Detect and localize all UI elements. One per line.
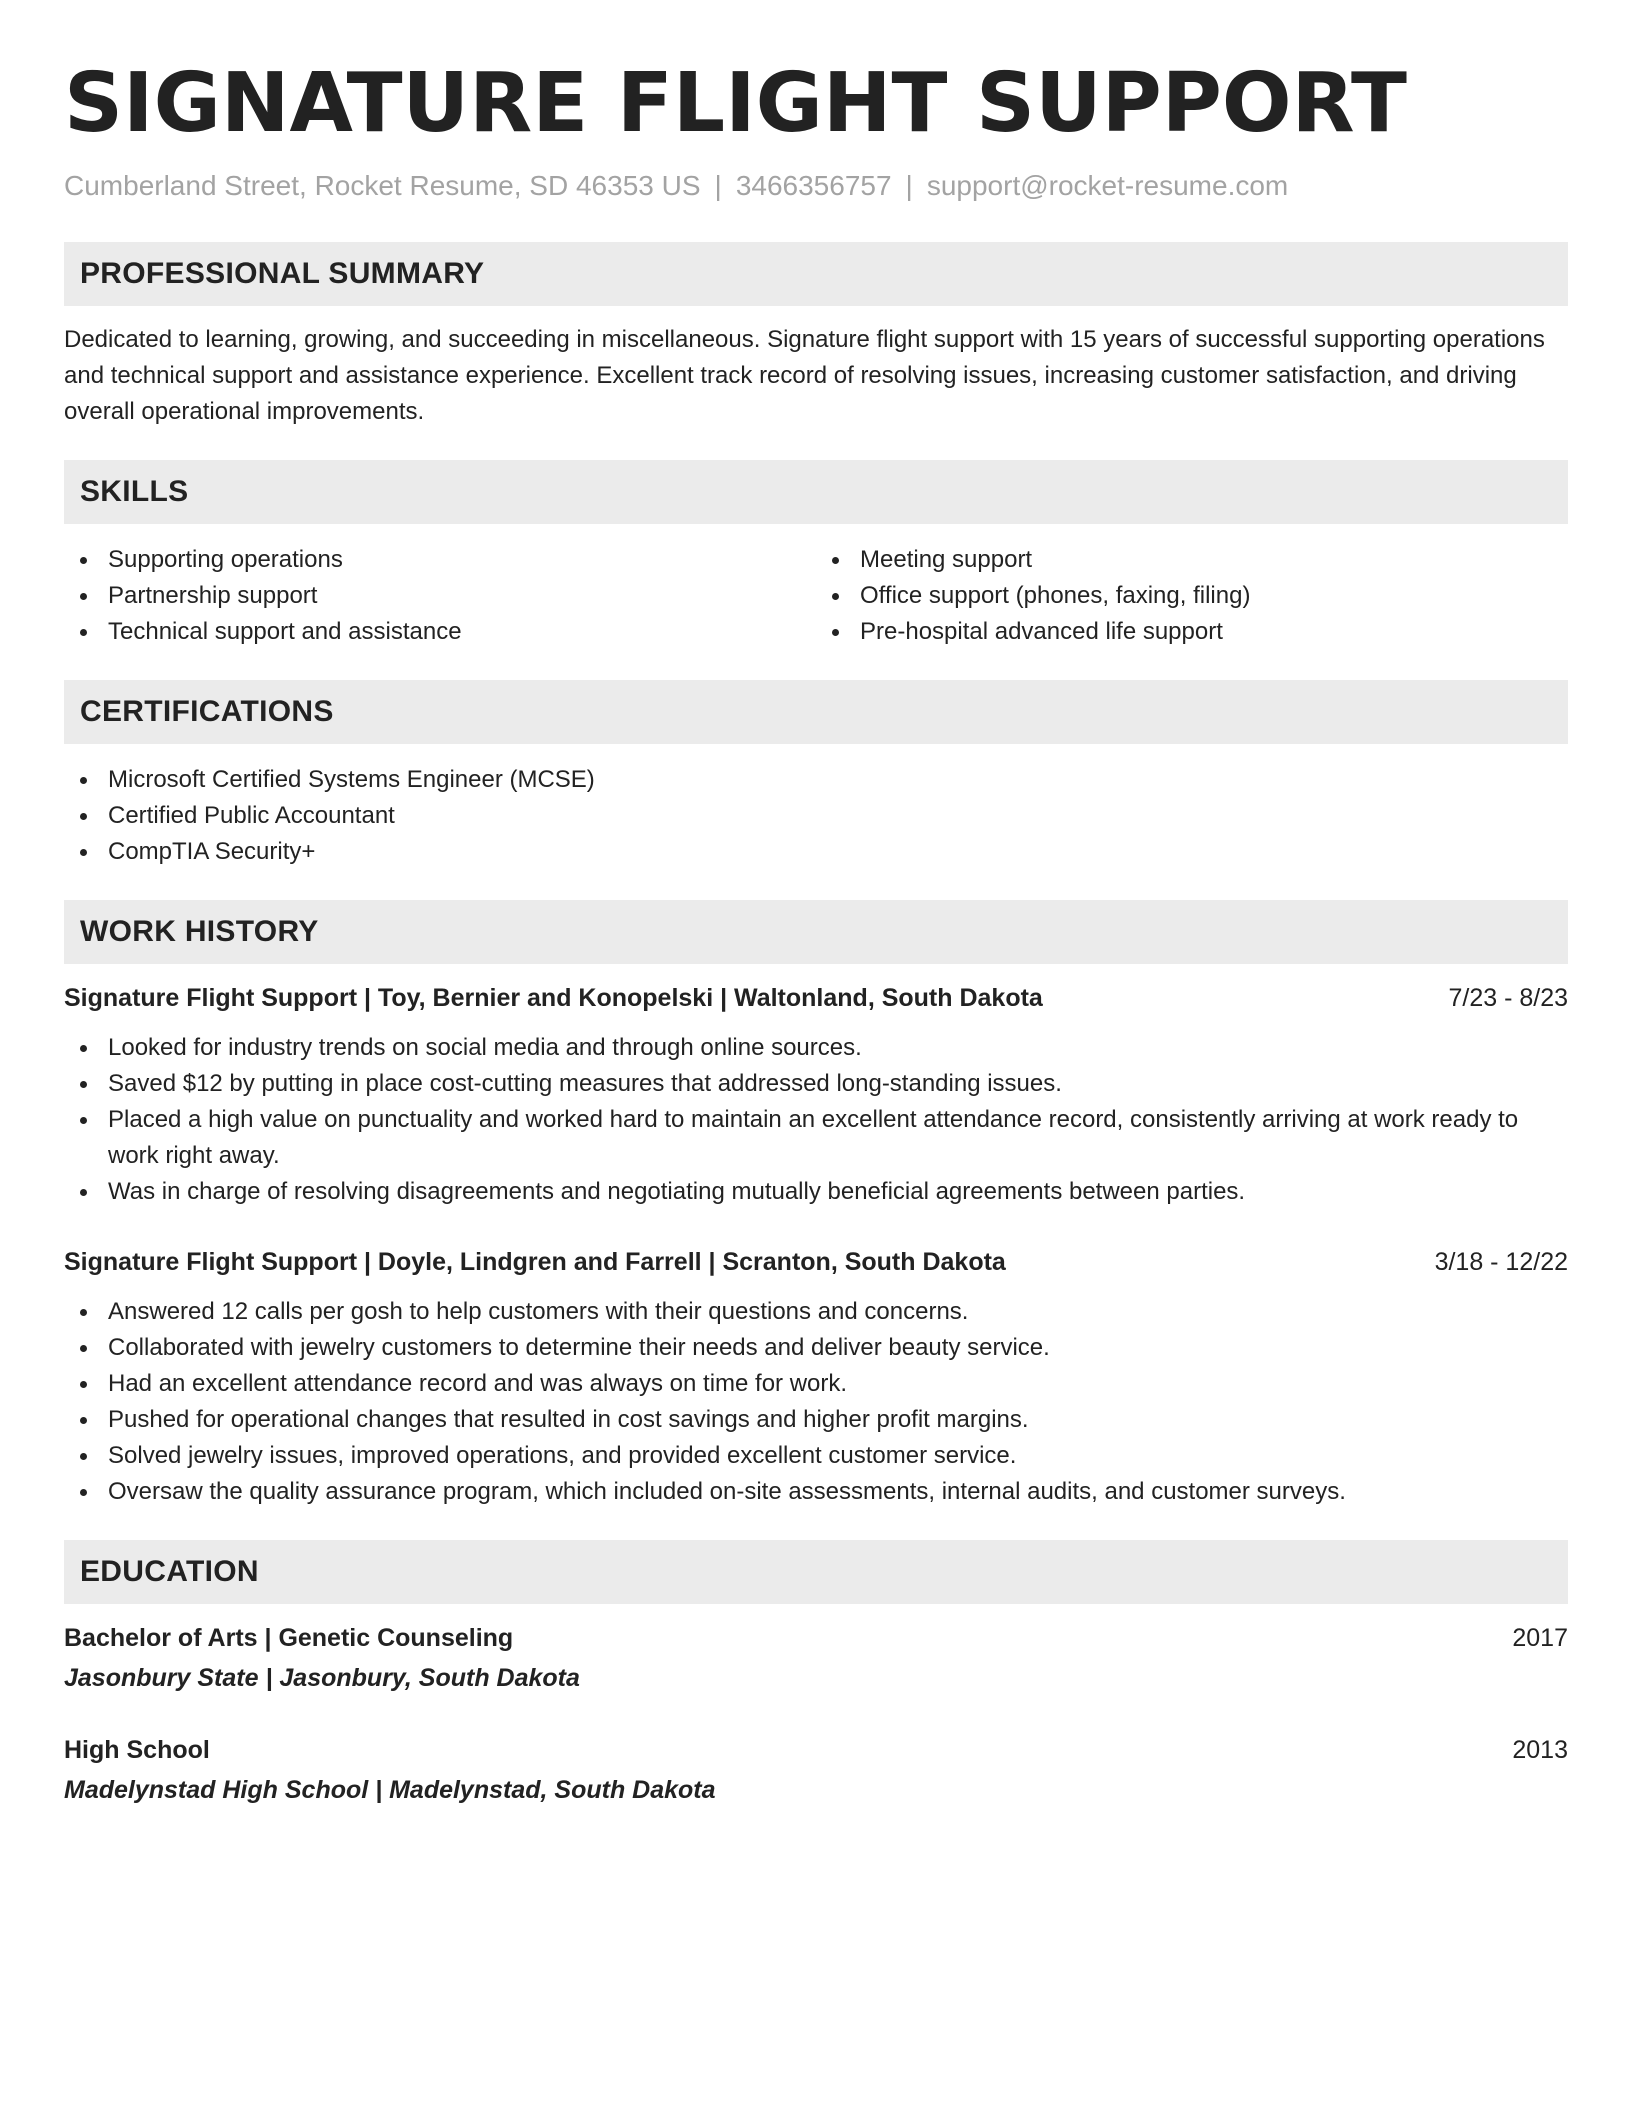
section-title: CERTIFICATIONS [80,695,334,728]
school-name: Jasonbury State | Jasonbury, South Dakota [64,1664,580,1692]
job-bullet: Had an excellent attendance record and was always on time for work. [64,1366,1568,1402]
graduation-year: 2013 [1512,1736,1568,1764]
degree-title: High School [64,1736,210,1764]
school-name: Madelynstad High School | Madelynstad, South Dakota [64,1776,716,1804]
skills-section-header [64,460,1568,524]
job-dates: 7/23 - 8/23 [1448,984,1568,1012]
job-bullet: Looked for industry trends on social media and through online sources. [64,1030,1568,1066]
job-bullets [64,1030,1568,1210]
work-history-section-header [64,900,1568,964]
education-header [64,1732,1568,1768]
certification-item: CompTIA Security+ [64,834,1568,870]
job-bullet: Placed a high value on punctuality and worked hard to maintain an excellent attendance record, consistently arriving at work ready to work right away. [64,1102,1568,1174]
job-bullet: Saved $12 by putting in place cost-cutting measures that addressed long-standing issues. [64,1066,1568,1102]
skill-item: Office support (phones, faxing, filing) [816,578,1568,614]
contact-phone: 3466356757 [735,170,892,201]
education-section-header [64,1540,1568,1604]
skills-column-right [816,542,1568,650]
contact-address: Cumberland Street, Rocket Resume, SD 46353 US [64,170,701,201]
skill-item: Technical support and assistance [64,614,816,650]
section-title: PROFESSIONAL SUMMARY [80,257,485,290]
job-dates: 3/18 - 12/22 [1434,1248,1568,1276]
certifications-list [64,762,1568,870]
skill-item: Meeting support [816,542,1568,578]
job-title: Signature Flight Support | Toy, Bernier and Konopelski | Waltonland, South Dakota [64,984,1043,1012]
certification-item: Microsoft Certified Systems Engineer (MCSE) [64,762,1568,798]
section-title: WORK HISTORY [80,915,319,948]
job-bullet: Pushed for operational changes that resulted in cost savings and higher profit margins. [64,1402,1568,1438]
contact-line [64,168,1568,204]
section-title: SKILLS [80,475,189,508]
job-header [64,980,1568,1016]
education-entry [64,1732,1568,1808]
skill-item: Supporting operations [64,542,816,578]
certification-item: Certified Public Accountant [64,798,1568,834]
skills-column-left [64,542,816,650]
job-title: Signature Flight Support | Doyle, Lindgren and Farrell | Scranton, South Dakota [64,1248,1006,1276]
job-entry [64,980,1568,1210]
job-bullets [64,1294,1568,1510]
skills-list [64,542,1568,650]
job-bullet: Collaborated with jewelry customers to determine their needs and deliver beauty service. [64,1330,1568,1366]
job-bullet: Was in charge of resolving disagreements and negotiating mutually beneficial agreements between parties. [64,1174,1568,1210]
candidate-name: SIGNATURE FLIGHT SUPPORT [64,56,1407,151]
job-bullet: Oversaw the quality assurance program, which included on-site assessments, internal audits, and customer surveys. [64,1474,1568,1510]
certifications-section-header [64,680,1568,744]
degree-title: Bachelor of Arts | Genetic Counseling [64,1624,514,1652]
job-bullet: Answered 12 calls per gosh to help customers with their questions and concerns. [64,1294,1568,1330]
section-title: EDUCATION [80,1555,259,1588]
education-header [64,1620,1568,1656]
contact-separator: | [905,170,913,201]
job-bullet: Solved jewelry issues, improved operations, and provided excellent customer service. [64,1438,1568,1474]
summary-text: Dedicated to learning, growing, and succeeding in miscellaneous. Signature flight support with 15 years of successful supporting operations and technical support and assistance experience. Excellent track record of resolving issues, increasing customer satisfaction, and driving overall operational improvements. [64,326,1545,425]
summary-section-header [64,242,1568,306]
skill-item: Partnership support [64,578,816,614]
job-entry [64,1244,1568,1510]
job-header [64,1244,1568,1280]
graduation-year: 2017 [1512,1624,1568,1652]
skill-item: Pre-hospital advanced life support [816,614,1568,650]
contact-separator: | [714,170,722,201]
contact-email: support@rocket-resume.com [926,170,1289,201]
education-entry [64,1620,1568,1696]
